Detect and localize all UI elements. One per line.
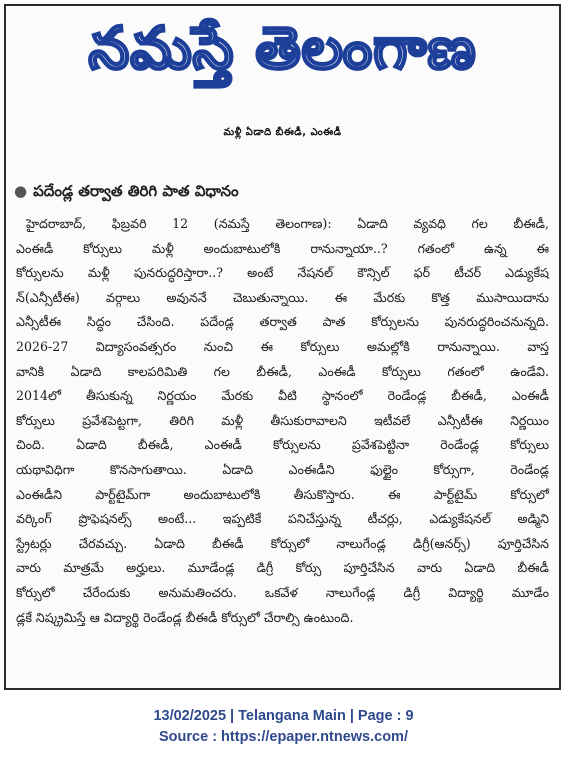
body-line: ఎంఈడీ కోర్సులు మళ్లీ అందుబాటులోకి రానున్నాయా..? గతంలో ఉన్న ఈ <box>16 240 549 256</box>
body-line: న్(ఎన్సీటీఈ) వర్గాలు అవుననే చెబుతున్నాయి. ఈ మేరకు కొత్త ముసాయిదాను <box>16 289 549 305</box>
body-line: స్ట్రేటర్లు చేరవచ్చు. ఏడాది బీఈడీ కోర్సులో నాలుగేండ్ల డిగ్రీ(ఆనర్స్) పూర్తిచేసిన <box>16 535 549 551</box>
body-line: డ్లకే నిష్క్రమిస్తే ఆ విద్యార్థి రెండేండ్ల బీఈడీ కోర్సులో చేరాల్సి ఉంటుంది. <box>16 609 354 625</box>
body-line: కోర్సులో చేరేందుకు అనుమతించరు. ఒకవేళ నాలుగేండ్ల డిగ్రీ విద్యార్థి మూడేం <box>16 584 549 600</box>
article-kicker <box>14 180 239 202</box>
body-line: ఎన్సీటీఈ సిద్ధం చేసింది. పదేండ్ల తర్వాత పాత కోర్సులను పునరుద్ధరించనున్నది. <box>16 314 549 330</box>
body-line: వర్కింగ్ ప్రొఫెషనల్స్ అంటే... ఇప్పటికే పనిచేస్తున్న టీచర్లు, ఎడ్యుకేషనల్ అడ్మిని <box>16 511 549 527</box>
footer <box>0 706 567 748</box>
body-line: చింది. ఏడాది బీఈడీ, ఎంఈడీ కోర్సులను ప్రవేశపెట్టినా రెండేండ్ల కోర్సులు <box>16 437 549 453</box>
footer-date-line: 13/02/2025 | Telangana Main | Page : 9 <box>153 708 414 724</box>
body-line: కోర్సులు ప్రవేశపెట్టగా, తిరిగి మళ్లీ తీసుకురావాలని ఇటీవలే ఎన్సీటీఈ నిర్ణయిం <box>16 412 549 428</box>
body-line: వానికి ఏడాది కాలపరిమితి గల బీఈడీ, ఎంఈడీ కోర్సులు గతంలో ఉండేవి. <box>16 363 549 379</box>
article-body <box>16 212 549 630</box>
bullet-icon: ● <box>14 182 28 200</box>
kicker-text: పదేండ్ల తర్వాత తిరిగి పాత విధానం <box>33 182 239 200</box>
masthead <box>6 8 559 98</box>
body-line: వారు మాత్రమే అర్హులు. మూడేండ్ల డిగ్రీ కోర్సు పూర్తిచేసిన వారు ఏడాది బీఈడీ <box>16 560 549 576</box>
newspaper-clipping <box>4 4 561 690</box>
body-line: కోర్సులను మళ్లీ పునరుద్ధరిస్తారా..? అంటే నేషనల్ కౌన్సిల్ ఫర్ టీచర్ ఎడ్యుకేష <box>16 265 549 281</box>
body-line: యథావిధిగా కొనసాగుతాయి. ఏడాది ఎంఈడీని ఫుల్టైం కోర్సుగా, రెండేండ్ల <box>16 461 549 477</box>
body-line: హైదరాబాద్, ఫిబ్రవరి 12 (నమస్తే తెలంగాణ): ఏడాది వ్యవధి గల బీఈడీ, <box>26 216 549 231</box>
body-line: ఎంఈడీని పార్ట్‌టైమ్‌గా అందుబాటులోకి తీసుకొస్తారు. ఈ పార్ట్‌టైమ్ కోర్సులో <box>16 486 549 502</box>
masthead-title: నమస్తే తెలంగాణ <box>88 14 477 82</box>
body-line: 2014లో తీసుకున్న నిర్ణయం మేరకు వీటి స్థానంలో రెండేండ్ల బీఈడీ, ఎంఈడీ <box>16 388 549 404</box>
footer-source-line: Source : https://epaper.ntnews.com/ <box>159 729 408 745</box>
body-line: 2026-27 విద్యాసంవత్సరం నుంచి ఈ కోర్సులు అమల్లోకి రానున్నాయి. వాస్త <box>16 338 549 354</box>
article-headline: మళ్లీ ఏడాది బీఈడీ, ఎంఈడీ <box>223 127 342 138</box>
